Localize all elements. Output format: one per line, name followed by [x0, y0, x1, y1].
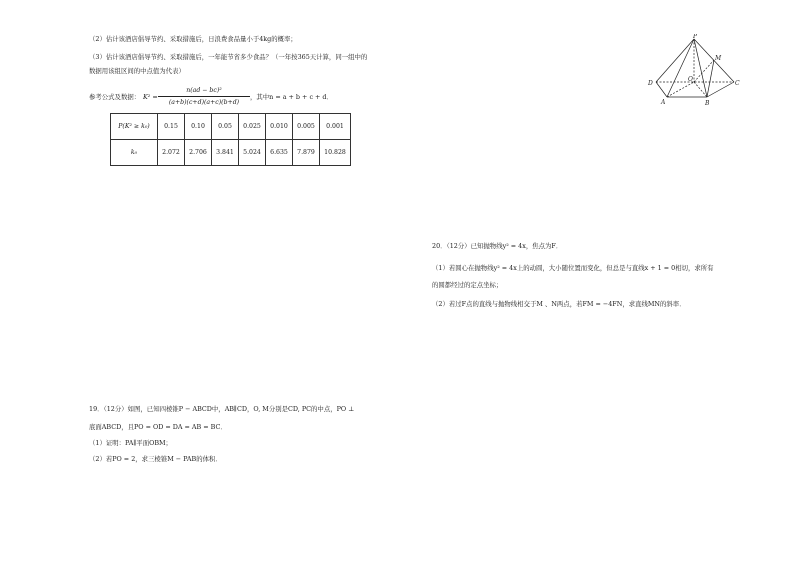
table-cell: 0.001 [320, 114, 351, 140]
formula-lhs: K² = [143, 93, 158, 101]
formula-numerator: n(ad − bc)² [186, 87, 222, 94]
label-A: A [661, 99, 666, 106]
table-cell: 0.05 [212, 114, 239, 140]
table-cell: 5.024 [239, 140, 266, 166]
table-cell: 7.879 [293, 140, 320, 166]
label-P: P [693, 34, 698, 40]
q20-part1-line2: 的圆都经过的定点坐标； [432, 281, 503, 289]
formula-fraction-bar [158, 96, 250, 97]
table-cell: 0.15 [158, 114, 185, 140]
table-row-probability [111, 114, 351, 140]
q19-line1: 19．（12分）如图，已知四棱锥P − ABCD中，AB∥CD，O, M分别是CD, PC的中点，PO ⊥ [89, 405, 355, 413]
table-cell: 0.005 [293, 114, 320, 140]
q18-part3-line2: 数据用该组区间的中点值为代表） [89, 67, 185, 75]
table-header-probability: P(K² ≥ k₀) [111, 114, 158, 140]
table-cell: 3.841 [212, 140, 239, 166]
critical-value-table [110, 113, 351, 166]
q19-line2: 底面ABCD，且PO = OD = DA = AB = BC． [89, 423, 227, 431]
label-D: D [648, 80, 653, 87]
q18-part3-line1: （3）估计该酒店倡导节约、采取措施后，一年能节省多少食品？（一年按365天计算，同一组中的 [89, 53, 368, 61]
formula-prefix: 参考公式及数据： [89, 93, 141, 101]
label-B: B [705, 100, 710, 107]
q20-part1-line1: （1）若圆心在抛物线y² = 4x上的动圆，大小随位置而变化，但总是与直线x + 1 = 0相切，求所有 [432, 264, 714, 272]
table-cell: 10.828 [320, 140, 351, 166]
label-O: O [688, 76, 693, 83]
label-M: M [715, 55, 722, 62]
q20-part2: （2）若过F点的直线与抛物线相交于M 、N两点，若FM = −4FN，求直线MN的斜率． [432, 300, 686, 308]
table-cell: 2.072 [158, 140, 185, 166]
q20-line1: 20．（12分）已知抛物线y² = 4x，焦点为F． [432, 242, 563, 250]
table-row-critical-value [111, 140, 351, 166]
table-cell: 0.025 [239, 114, 266, 140]
pyramid-figure [645, 34, 745, 110]
q19-part2: （2）若PO = 2，求三棱锥M − PAB的体积． [89, 455, 222, 463]
formula-denominator: (a+b)(c+d)(a+c)(b+d) [168, 99, 240, 106]
formula-suffix: ，其中n = a + b + c + d． [250, 93, 333, 101]
table-cell: 0.10 [185, 114, 212, 140]
q18-part2-text: （2）估计该酒店倡导节约、采取措施后，日浪费食品量小于4kg的概率； [89, 35, 297, 43]
q19-part1: （1）证明：PA∥平面OBM； [89, 439, 172, 447]
table-header-k0: k₀ [111, 140, 158, 166]
table-cell: 2.706 [185, 140, 212, 166]
table-cell: 6.635 [266, 140, 293, 166]
label-C: C [735, 80, 740, 87]
table-cell: 0.010 [266, 114, 293, 140]
